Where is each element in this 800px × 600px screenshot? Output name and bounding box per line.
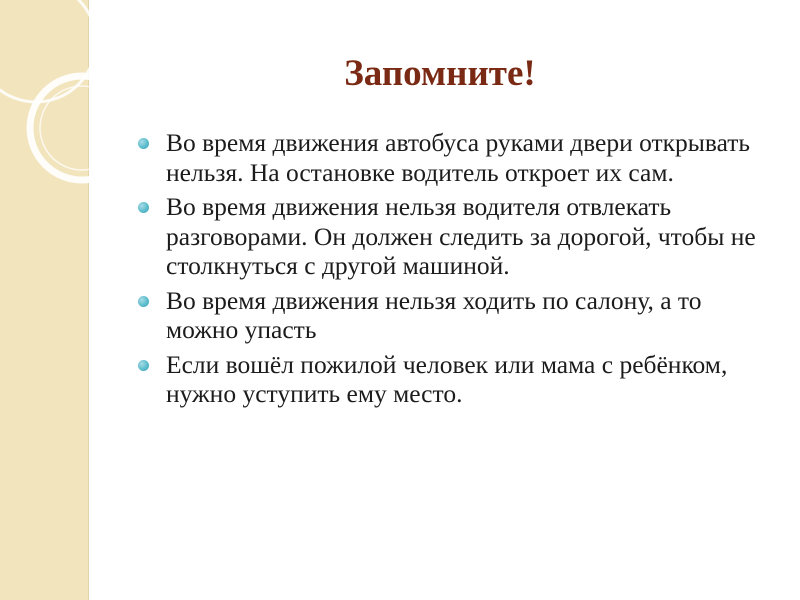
slide-title: Запомните! [344,53,536,94]
bullet-icon [138,202,149,213]
bullet-text: Во время движения нельзя водителя отвлекать разговорами. Он должен следить за дорогой, чтобы не столкнуться с другой машиной. [166,192,756,280]
bullet-icon [138,296,149,307]
bullet-text: Во время движения нельзя ходить по салону, а то можно упасть [166,285,702,344]
bullet-icon [138,138,149,149]
bullet-item [130,128,780,187]
bullet-item [130,286,780,345]
bullet-text: Во время движения автобуса руками двери открывать нельзя. На остановке водитель откроет их сам. [166,128,751,187]
bullet-item [130,192,780,281]
bullet-list [130,128,780,414]
bullet-icon [138,360,149,371]
bullet-item [130,350,780,409]
decorative-circles-ornament [0,0,140,220]
bullet-text: Если вошёл пожилой человек или мама с ребёнком, нужно уступить ему место. [166,349,728,408]
